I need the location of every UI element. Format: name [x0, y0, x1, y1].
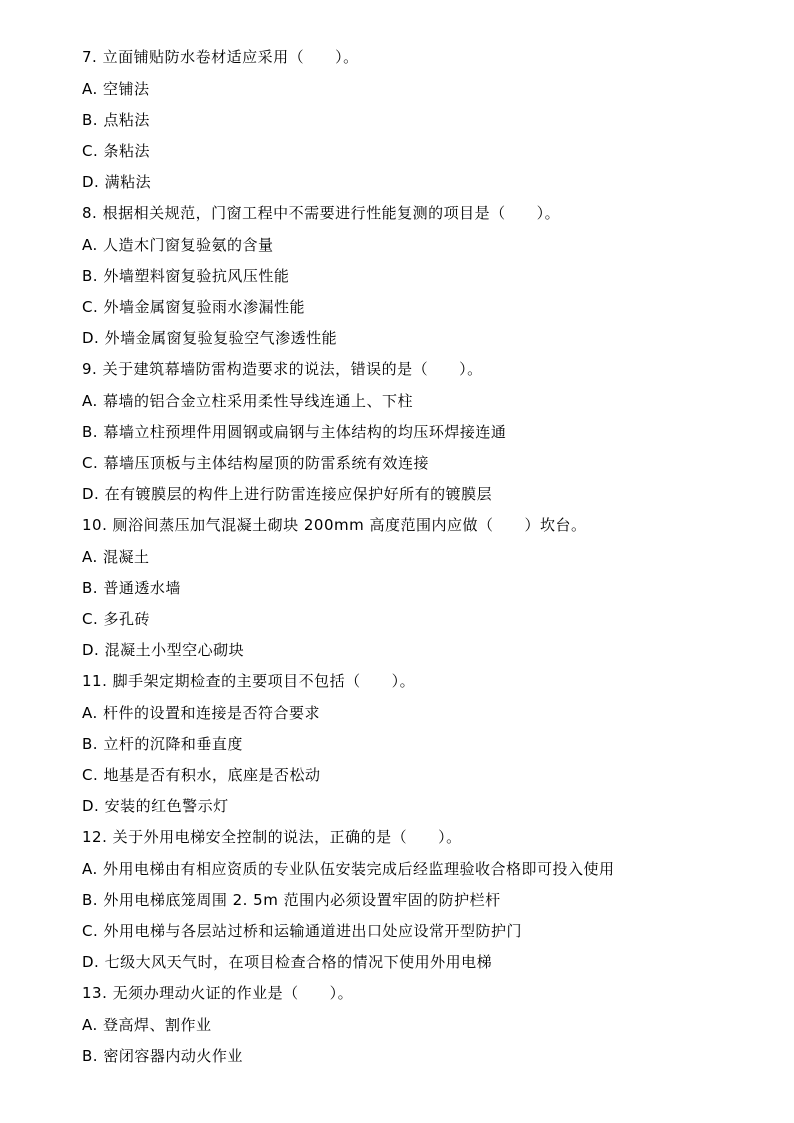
question-12-option-d: D. 七级大风天气时，在项目检查合格的情况下使用外用电梯	[82, 953, 493, 971]
question-8-option-d: D. 外墙金属窗复验复验空气渗透性能	[82, 329, 338, 347]
question-8-option-b: B. 外墙塑料窗复验抗风压性能	[82, 267, 290, 285]
question-7-option-c: C. 条粘法	[82, 142, 151, 160]
question-10-stem: 10. 厕浴间蒸压加气混凝土砌块 200mm 高度范围内应做（ ）坎台。	[82, 516, 587, 534]
question-9-option-b: B. 幕墙立柱预埋件用圆钢或扁钢与主体结构的均压环焊接连通	[82, 423, 507, 441]
question-10-option-c: C. 多孔砖	[82, 610, 151, 628]
question-7-option-b: B. 点粘法	[82, 111, 150, 129]
question-7-option-a: A. 空铺法	[82, 80, 150, 98]
question-7-option-d: D. 满粘法	[82, 173, 152, 191]
question-13-option-b: B. 密闭容器内动火作业	[82, 1047, 243, 1065]
question-10-option-d: D. 混凝土小型空心砌块	[82, 641, 245, 659]
question-11-option-d: D. 安装的红色警示灯	[82, 797, 229, 815]
question-12-stem: 12. 关于外用电梯安全控制的说法，正确的是（ ）。	[82, 828, 462, 846]
question-11-option-c: C. 地基是否有积水，底座是否松动	[82, 766, 321, 784]
question-10-option-a: A. 混凝土	[82, 548, 150, 566]
question-7-stem: 7. 立面铺贴防水卷材适应采用（ ）。	[82, 48, 359, 66]
question-9-option-c: C. 幕墙压顶板与主体结构屋顶的防雷系统有效连接	[82, 454, 430, 472]
question-9-stem: 9. 关于建筑幕墙防雷构造要求的说法，错误的是（ ）。	[82, 360, 483, 378]
question-10-option-b: B. 普通透水墙	[82, 579, 181, 597]
question-9-option-a: A. 幕墙的铝合金立柱采用柔性导线连通上、下柱	[82, 392, 414, 410]
question-9-option-d: D. 在有镀膜层的构件上进行防雷连接应保护好所有的镀膜层	[82, 485, 493, 503]
question-8-option-a: A. 人造木门窗复验氨的含量	[82, 236, 274, 254]
question-11-option-b: B. 立杆的沉降和垂直度	[82, 735, 243, 753]
question-12-option-b: B. 外用电梯底笼周围 2. 5m 范围内必须设置牢固的防护栏杆	[82, 891, 501, 909]
question-13-option-a: A. 登高焊、割作业	[82, 1016, 212, 1034]
question-8-option-c: C. 外墙金属窗复验雨水渗漏性能	[82, 298, 306, 316]
question-12-option-c: C. 外用电梯与各层站过桥和运输通道进出口处应设常开型防护门	[82, 922, 523, 940]
question-13-stem: 13. 无须办理动火证的作业是（ ）。	[82, 984, 354, 1002]
question-12-option-a: A. 外用电梯由有相应资质的专业队伍安装完成后经监理验收合格即可投入使用	[82, 860, 615, 878]
question-8-stem: 8. 根据相关规范，门窗工程中不需要进行性能复测的项目是（ ）。	[82, 204, 561, 222]
question-11-option-a: A. 杆件的设置和连接是否符合要求	[82, 704, 321, 722]
question-11-stem: 11. 脚手架定期检查的主要项目不包括（ ）。	[82, 672, 416, 690]
